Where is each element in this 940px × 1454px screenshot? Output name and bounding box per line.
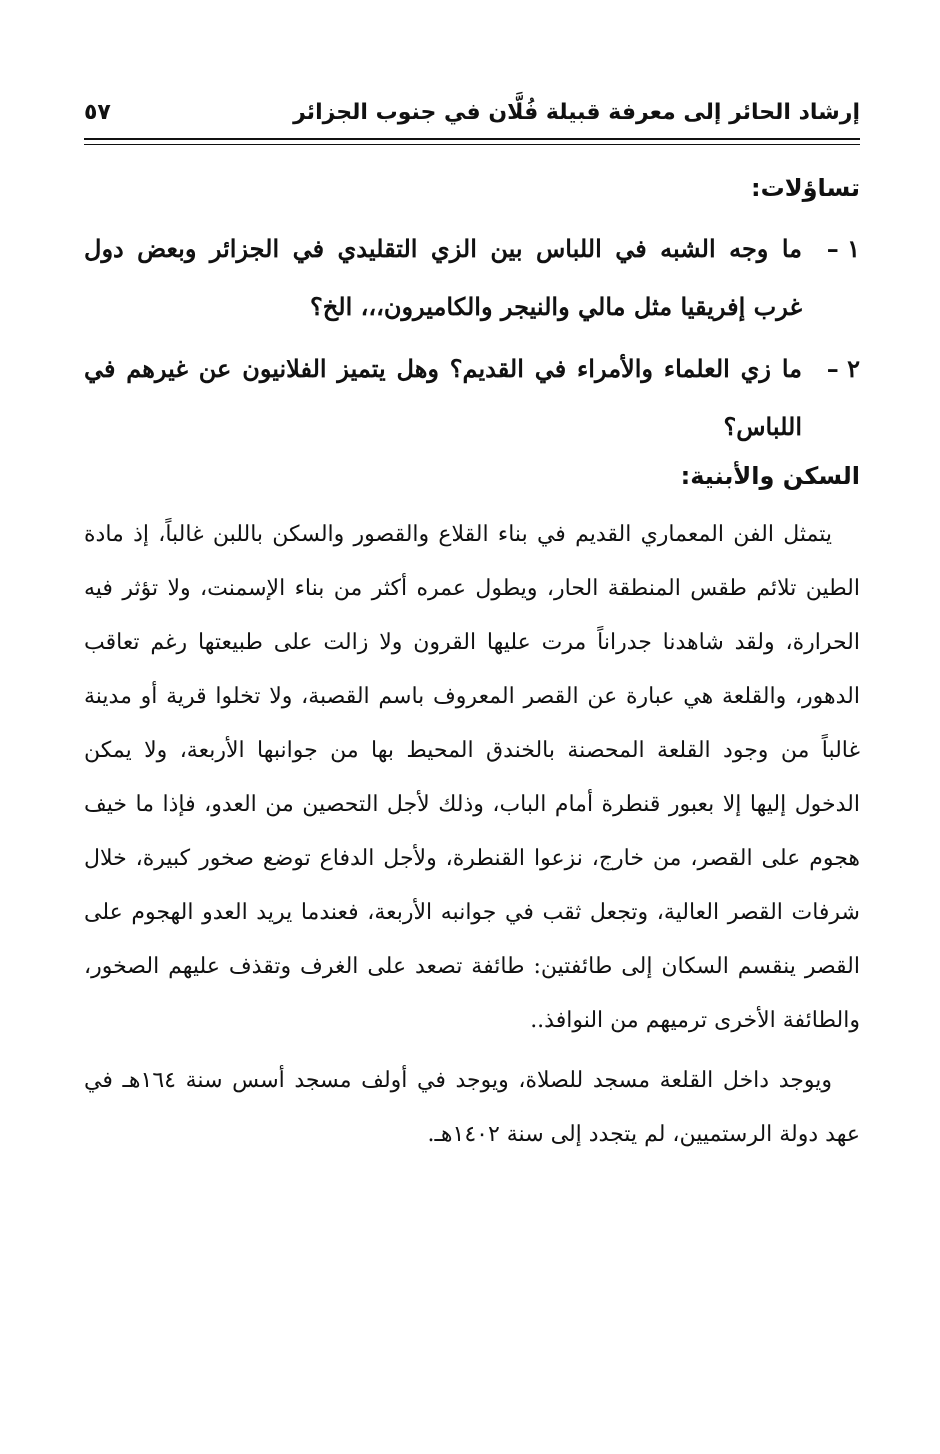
questions-heading: تساؤلات: [751, 174, 860, 202]
header-rule-thin [84, 144, 860, 145]
questions-list [84, 220, 860, 456]
question-text: ما وجه الشبه في اللباس بين الزي التقليدي في الجزائر وبعض دول غرب إفريقيا مثل مالي والنيجر والكاميرون،،، الخ؟ [84, 234, 802, 321]
question-item [84, 220, 860, 336]
header-rule-thick [84, 138, 860, 140]
body-paragraph: ويوجد داخل القلعة مسجد للصلاة، ويوجد في أولف مسجد أسس سنة ١٦٤هـ في عهد دولة الرستميين، لم يتجدد إلى سنة ١٤٠٢هـ. [84, 1068, 860, 1147]
question-number: ١ – [826, 234, 860, 263]
question-text: ما زي العلماء والأمراء في القديم؟ وهل يتميز الفلانيون عن غيرهم في اللباس؟ [84, 354, 802, 441]
question-number: ٢ – [826, 354, 860, 383]
page-number: ٥٧ [84, 99, 111, 125]
running-header-title: إرشاد الحائر إلى معرفة قبيلة فُلَّان في جنوب الجزائر [293, 99, 860, 125]
question-item [84, 340, 860, 456]
body-paragraph: يتمثل الفن المعماري القديم في بناء القلاع والقصور والسكن باللبن غالباً، إذ مادة الطين تلائم طقس المنطقة الحار، ويطول عمره أكثر من بناء الإسمنت، ولا تؤثر فيه الحرارة، ولقد شاهدنا جدراناً مرت عليها القرون ولا زالت على طبيعتها رغم تعاقب الدهور، والقلعة هي عبارة عن القصر المعروف باسم القصبة، ولا تخلوا قرية أو مدينة غالباً من وجود القلعة المحصنة بالخندق المحيط بها من جوانبها الأربعة، ولا يمكن الدخول إليها إلا بعبور قنطرة أمام الباب، وذلك لأجل التحصين من العدو، فإذا ما خيف هجوم على القصر، من خارج، نزعوا القنطرة، ولأجل الدفاع توضع صخور كبيرة، خلال شرفات القصر العالية، وتجعل ثقب في جوانبه الأربعة، فعندما يريد العدو الهجوم على القصر ينقسم السكان إلى طائفتين: طائفة تصعد على الغرف وتقذف عليهم الصخور، والطائفة الأخرى ترميهم من النوافذ.. [84, 522, 860, 1033]
running-header [84, 92, 860, 132]
page-content [84, 168, 860, 1162]
housing-heading: السكن والأبنية: [680, 462, 860, 490]
